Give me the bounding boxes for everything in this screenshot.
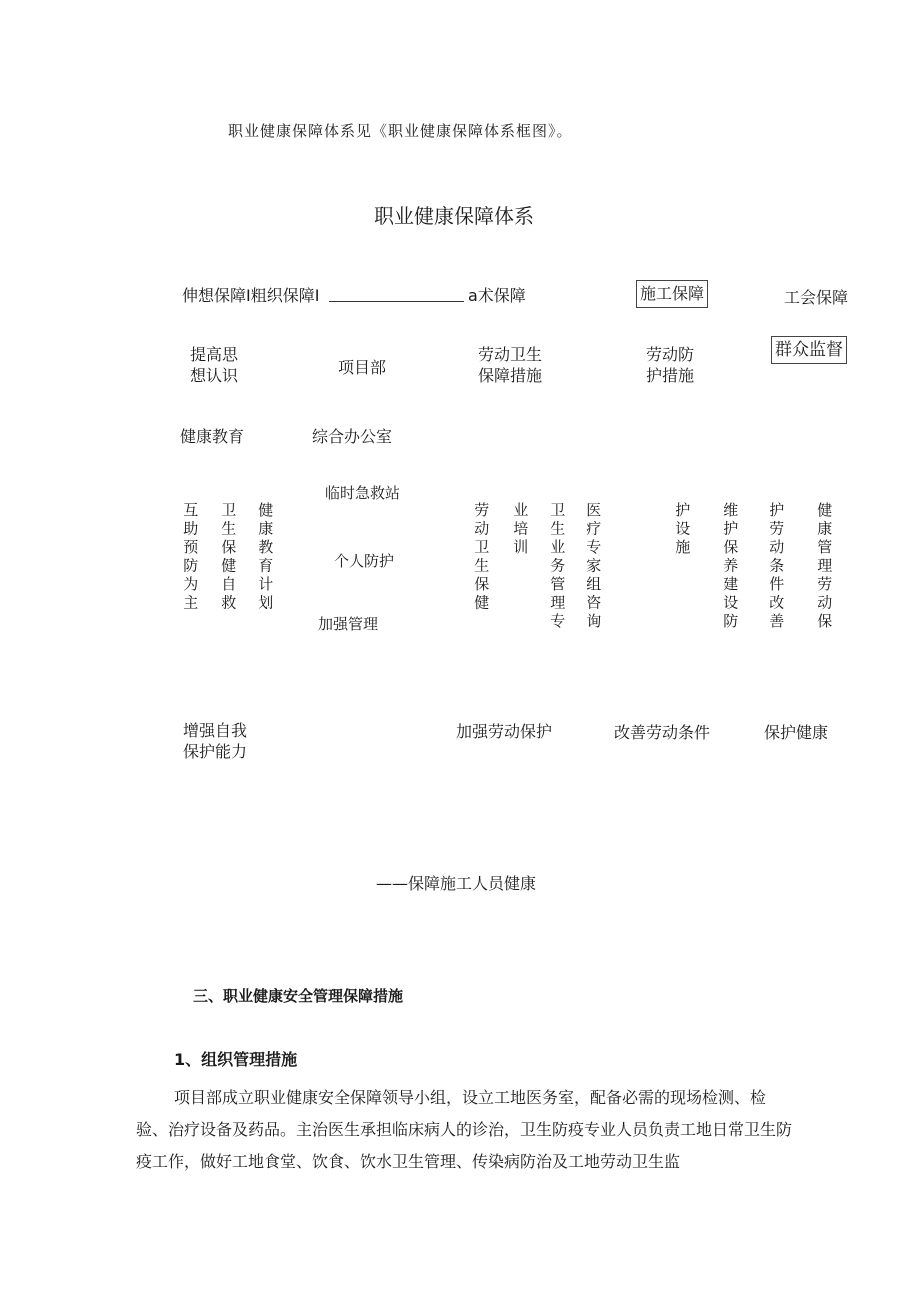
- union-guarantee: 工会保障: [784, 288, 849, 307]
- strengthen-labor-protection: 加强劳动保护: [456, 722, 553, 741]
- intro-line: 职业健康保障体系见《职业健康保障体系框图》。: [228, 122, 573, 140]
- sub-heading: 1、组织管理措施: [174, 1050, 298, 1069]
- vertical-col-medical-experts: 医疗专家组咨询: [584, 502, 603, 632]
- general-office: 综合办公室: [312, 427, 393, 446]
- construction-guarantee-box: 施工保障: [636, 280, 708, 308]
- vertical-col-health-mgmt: 健康管理劳动保: [815, 502, 834, 632]
- self-protection-ability: 增强自我 保护能力: [183, 721, 248, 761]
- diagram-title: 职业健康保障体系: [374, 204, 534, 228]
- tech-guarantee: a术保障: [468, 286, 526, 305]
- vertical-col-edu-plan: 健康教育计划: [256, 502, 275, 613]
- strengthen-management: 加强管理: [318, 615, 379, 633]
- personal-protection: 个人防护: [334, 552, 395, 570]
- first-aid-station: 临时急救站: [325, 484, 401, 502]
- vertical-col-training: 业培训: [511, 502, 530, 558]
- vertical-col-maintenance: 维护保养建设防: [721, 502, 740, 632]
- health-education: 健康教育: [180, 427, 245, 446]
- thought-org-guarantee: 伸想保障I粗织保障I: [182, 286, 320, 305]
- body-paragraph: 项目部成立职业健康安全保障领导小组，设立工地医务室，配备必需的现场检测、检验、治疗设备及药品。主治医生承担临床病人的诊治，卫生防疫专业人员负责工地日常卫生防疫工作，做好工地食堂、饮食、饮水卫生管理、传染病防治及工地劳动卫生监: [136, 1088, 793, 1171]
- diagram-goal: ——保障施工人员健康: [376, 874, 537, 893]
- mass-supervision-box: 群众监督: [771, 336, 847, 364]
- vertical-col-mutual-aid: 互助预防为主: [181, 502, 200, 613]
- section-heading: 三、职业健康安全管理保障措施: [193, 987, 404, 1005]
- vertical-col-protective-facilities: 护设施: [673, 502, 692, 558]
- labor-protection-measures: 劳动防 护措施: [646, 345, 695, 385]
- improve-labor-conditions: 改善劳动条件: [614, 723, 711, 742]
- vertical-col-health-care: 卫生保健自救: [219, 502, 238, 613]
- vertical-col-labor-conditions: 护劳动条件改善: [767, 502, 786, 632]
- vertical-col-labor-hygiene: 劳动卫生保健: [472, 502, 491, 613]
- improve-thinking: 提高思 想认识: [190, 345, 239, 385]
- vertical-col-business-mgmt: 卫生业务管理专: [548, 502, 567, 632]
- project-department: 项目部: [338, 358, 387, 377]
- protect-health: 保护健康: [764, 723, 829, 742]
- connector-line: [329, 301, 464, 302]
- labor-hygiene-measures: 劳动卫生 保障措施: [478, 345, 543, 385]
